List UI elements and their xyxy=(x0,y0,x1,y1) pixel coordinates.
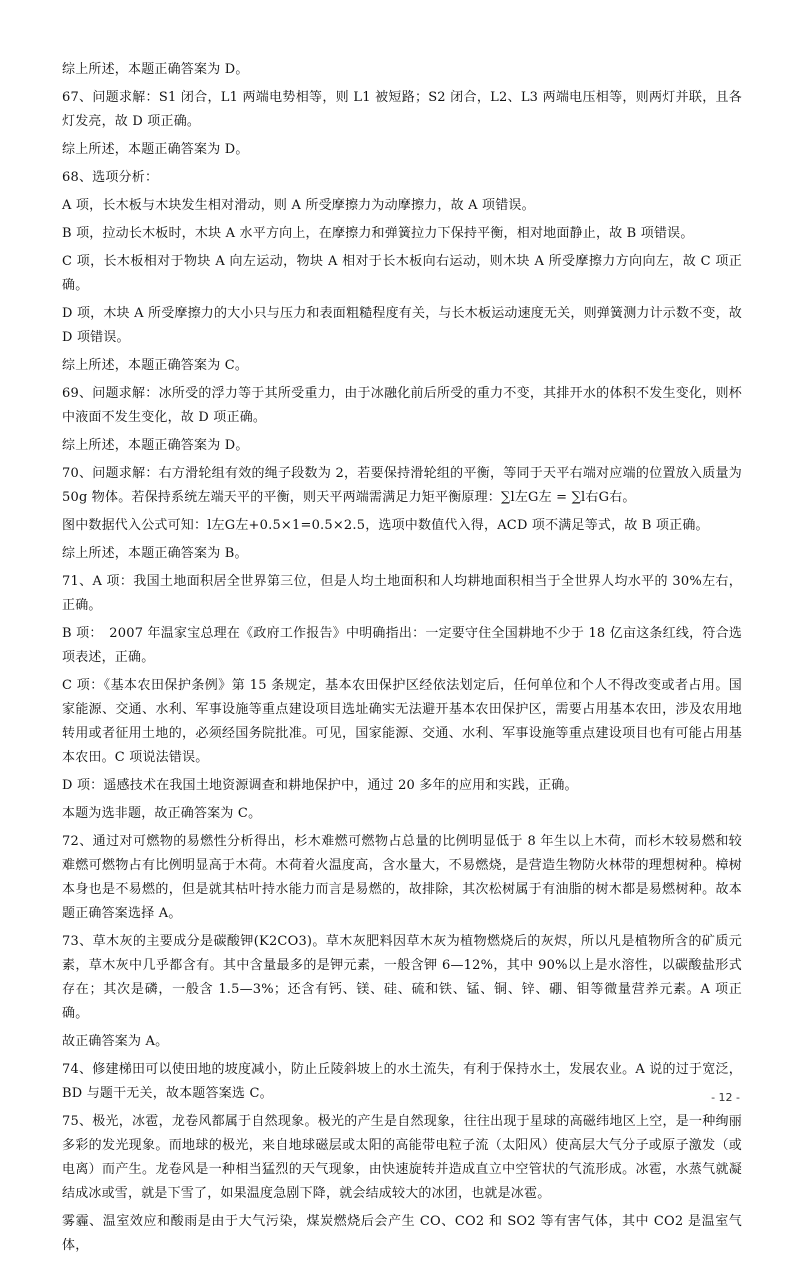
paragraph: B 项，拉动长木板时，木块 A 水平方向上，在摩擦力和弹簧拉力下保持平衡，相对地面静止，故 B 项错误。 xyxy=(62,226,694,241)
paragraph: 雾霾、温室效应和酸雨是由于大气污染，煤炭燃烧后会产生 CO、CO2 和 SO2 等有害气体，其中 CO2 是温室气体， xyxy=(62,1214,742,1253)
paragraph: 故正确答案为 A。 xyxy=(62,1034,169,1049)
paragraph: 71、A 项：我国土地面积居全世界第三位，但是人均土地面积和人均耕地面积相当于全世界人均水平的 30%左右，正确。 xyxy=(62,574,742,613)
page-number: - 12 - xyxy=(711,1091,740,1104)
paragraph: B 项： 2007 年温家宝总理在《政府工作报告》中明确指出：一定要守住全国耕地不少于 18 亿亩这条红线，符合选项表述，正确。 xyxy=(62,626,742,665)
paragraph: 75、极光，冰雹，龙卷风都属于自然现象。极光的产生是自然现象，往往出现于星球的高磁纬地区上空，是一种绚丽多彩的发光现象。而地球的极光，来自地球磁层或太阳的高能带电粒子流（太阳风）使高层大气分子或原子激发（或电离）而产生。龙卷风是一种相当猛烈的天气现象，由快速旋转并造成直立中空管状的气流形成。冰雹，水蒸气就凝结成冰或雪，就是下雪了，如果温度急剧下降，就会结成较大的冰团，也就是冰雹。 xyxy=(62,1114,742,1201)
paragraph: 73、草木灰的主要成分是碳酸钾(K2CO3)。草木灰肥料因草木灰为植物燃烧后的灰烬，所以凡是植物所含的矿质元素，草木灰中几乎都含有。其中含量最多的是钾元素，一般含钾 6—12%，其中 90%以上是水溶性，以碳酸盐形式存在；其次是磷，一般含 1.5—3%；还含有钙、镁、硅、硫和铁、锰、铜、锌、硼、钼等微量营养元素。A 项正确。 xyxy=(62,934,742,1021)
paragraph: D 项：遥感技术在我国土地资源调查和耕地保护中，通过 20 多年的应用和实践，正确。 xyxy=(62,778,578,793)
paragraph: D 项，木块 A 所受摩擦力的大小只与压力和表面粗糙程度有关，与长木板运动速度无关，则弹簧测力计示数不变，故 D 项错误。 xyxy=(62,306,743,345)
paragraph: C 项，长木板相对于物块 A 向左运动，物块 A 相对于长木板向右运动，则木块 A 所受摩擦力方向向左，故 C 项正确。 xyxy=(62,254,742,293)
paragraph: 综上所述，本题正确答案为 D。 xyxy=(62,62,249,77)
paragraph: 69、问题求解：冰所受的浮力等于其所受重力，由于冰融化前后所受的重力不变，其排开水的体积不发生变化，则杯中液面不发生变化，故 D 项正确。 xyxy=(62,386,742,425)
paragraph: 综上所述，本题正确答案为 D。 xyxy=(62,142,249,157)
paragraph: 综上所述，本题正确答案为 D。 xyxy=(62,438,249,453)
paragraph: 本题为选非题，故正确答案为 C。 xyxy=(62,806,262,821)
document-body xyxy=(62,58,742,1262)
paragraph: A 项，长木板与木块发生相对滑动，则 A 所受摩擦力为动摩擦力，故 A 项错误。 xyxy=(62,198,535,213)
paragraph: 68、选项分析： xyxy=(62,170,159,185)
paragraph: 综上所述，本题正确答案为 B。 xyxy=(62,546,248,561)
paragraph: C 项：《基本农田保护条例》第 15 条规定，基本农田保护区经依法划定后，任何单位和个人不得改变或者占用。国家能源、交通、水利、军事设施等重点建设项目选址确实无法避开基本农田保护区，需要占用基本农田，涉及农用地转用或者征用土地的，必须经国务院批准。可见，国家能源、交通、水利、军事设施等重点建设项目也有可能占用基本农田。C 项说法错误。 xyxy=(62,678,742,765)
paragraph: 72、通过对可燃物的易燃性分析得出，杉木难燃可燃物占总量的比例明显低于 8 年生以上木荷，而杉木较易燃和较难燃可燃物占有比例明显高于木荷。木荷着火温度高，含水量大，不易燃烧，是营造生物防火林带的理想树种。樟树本身也是不易燃的，但是就其枯叶持水能力而言是易燃的，故排除，其次松树属于有油脂的树木都是易燃树种。故本题正确答案选择 A。 xyxy=(62,834,742,921)
paragraph: 综上所述，本题正确答案为 C。 xyxy=(62,358,249,373)
paragraph: 74、修建梯田可以使田地的坡度减小，防止丘陵斜坡上的水土流失，有利于保持水土，发展农业。A 说的过于宽泛，BD 与题干无关，故本题答案选 C。 xyxy=(62,1062,742,1101)
paragraph: 70、问题求解：右方滑轮组有效的绳子段数为 2，若要保持滑轮组的平衡，等同于天平右端对应端的位置放入质量为 50g 物体。若保持系统左端天平的平衡，则天平两端需满足力矩平衡原理：∑l左G左 = ∑l右G右。 xyxy=(62,466,742,505)
paragraph: 67、问题求解：S1 闭合，L1 两端电势相等，则 L1 被短路；S2 闭合，L2、L3 两端电压相等，则两灯并联，且各灯发亮，故 D 项正确。 xyxy=(62,90,742,129)
paragraph: 图中数据代入公式可知：l左G左+0.5×1=0.5×2.5，选项中数值代入得，ACD 项不满足等式，故 B 项正确。 xyxy=(62,518,709,533)
